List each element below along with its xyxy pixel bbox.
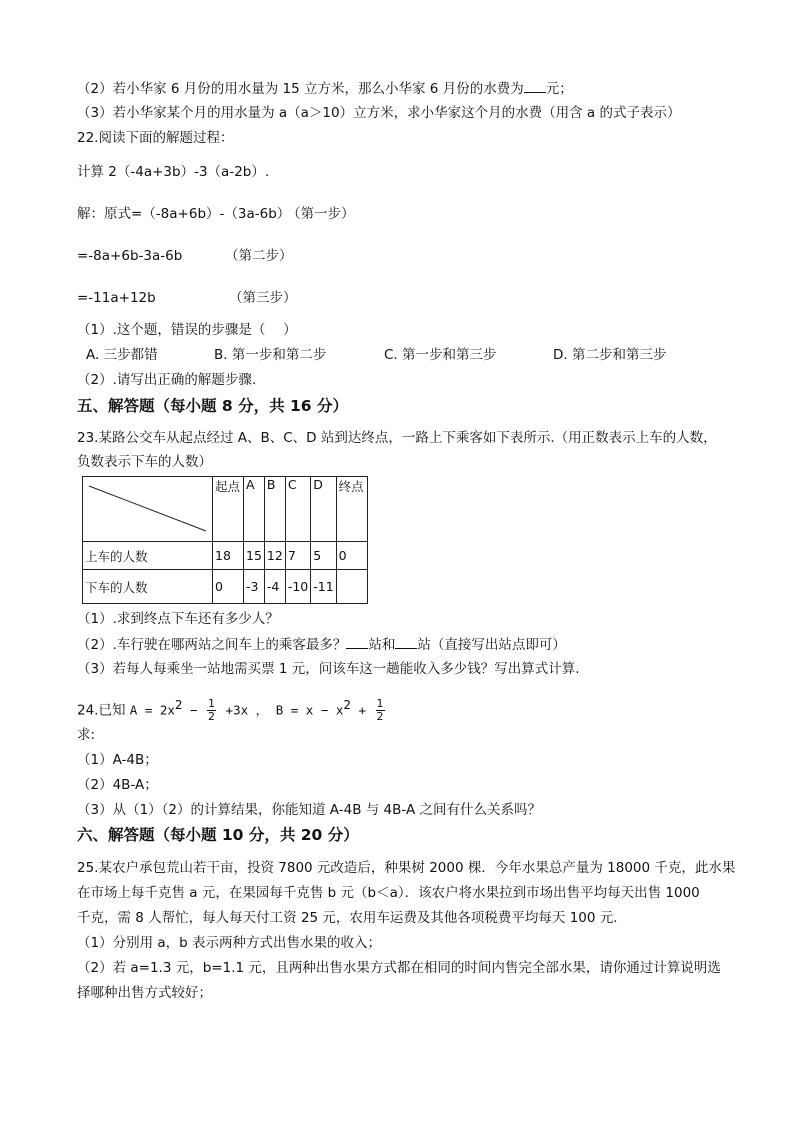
q24-prefix: 24.已知 — [77, 702, 130, 719]
option-c: C. 第一步和第三步 — [384, 347, 497, 363]
q25-text-c: 千克，需 8 人帮忙，每人每天付工资 25 元，农用车运费及其他各项税费平均每天 100 元． — [77, 910, 627, 926]
fraction-half — [207, 698, 216, 723]
q22-calc: 计算 2（-4a+3b）-3（a-2b）. — [77, 164, 270, 180]
row-label: 上车的人数 — [83, 542, 213, 570]
table-cell: -4 — [264, 570, 285, 604]
answer-blank — [524, 78, 546, 93]
solution-step1 — [77, 204, 355, 224]
step3-tag: （第三步） — [229, 290, 297, 306]
q23-part2 — [77, 634, 566, 655]
q23-part2-tail: 站（直接写出站点即可） — [417, 637, 566, 653]
answer-blank — [346, 634, 368, 649]
table-row — [83, 570, 368, 604]
diagonal-header-cell — [83, 477, 213, 542]
fraction-numerator: 1 — [376, 697, 384, 710]
option-d: D. 第二步和第三步 — [553, 347, 667, 363]
q25-part1: （1）分别用 a，b 表示两种方式出售水果的收入； — [77, 935, 382, 951]
section5-heading: 五、解答题（每小题 8 分，共 16 分） — [77, 397, 348, 415]
q21-part2-text: （2）若小华家 6 月份的用水量为 15 立方米，那么小华家 6 月份的水费为 — [77, 81, 524, 97]
fraction-half — [376, 698, 385, 723]
expr-b-plus: + — [350, 702, 374, 718]
q25-text-a: 25.某农户承包荒山若干亩，投资 7800 元改造后，种果树 2000 棵．今年水果总产量为 18000 千克，此水果 — [77, 860, 736, 876]
table-cell: 12 — [264, 542, 285, 570]
step2-tag: （第二步） — [225, 248, 293, 264]
q24-part3: （3）从（1）（2）的计算结果，你能知道 A-4B 与 4B-A 之间有什么关系吗？ — [77, 802, 542, 818]
exponent: 2 — [343, 697, 351, 712]
table-cell: -11 — [311, 570, 336, 604]
q25-part2-b: 择哪种出售方式较好； — [77, 985, 212, 1001]
q22-title: 22.阅读下面的解题过程： — [77, 130, 234, 146]
expr-a-start: A = 2x — [129, 702, 175, 718]
col-header: 起点 — [213, 477, 244, 542]
step1-tag: （第一步） — [287, 206, 355, 222]
step3-expr: =-11a+12b — [77, 290, 156, 306]
q25-part2-a: （2）若 a=1.3 元，b=1.1 元，且两种出售水果方式都在相同的时间内售完全部水果，请你通过计算说明选 — [77, 960, 721, 976]
table-row — [83, 542, 368, 570]
table-cell: 0 — [213, 570, 244, 604]
q24-ask: 求: — [77, 727, 96, 743]
col-header: 终点 — [336, 477, 367, 542]
table-cell: 18 — [213, 542, 244, 570]
q24-part2: （2）4B-A； — [77, 777, 158, 793]
expr-a-end: +3x ， — [218, 702, 276, 718]
table-header-row — [83, 477, 368, 542]
diagonal-line — [83, 477, 212, 541]
q23-part2-mid: 站和 — [368, 637, 396, 653]
row-label: 下车的人数 — [83, 570, 213, 604]
q24-part1: （1）A-4B； — [77, 752, 158, 768]
fraction-denominator: 2 — [208, 710, 216, 723]
solution-step3 — [77, 288, 297, 308]
section6-heading: 六、解答题（每小题 10 分，共 20 分） — [77, 826, 359, 844]
option-b: B. 第一步和第二步 — [214, 347, 327, 363]
q22-part1: （1）.这个题，错误的步骤是（ ） — [77, 322, 297, 338]
q24-given — [77, 690, 387, 726]
expr-b-start: B = x − x — [275, 702, 344, 718]
q21-part2 — [77, 78, 573, 99]
q21-part2-tail: 元； — [545, 81, 573, 97]
col-header: A — [244, 477, 265, 542]
solution-step2 — [77, 246, 293, 266]
q21-part3: （3）若小华家某个月的用水量为 a（a＞10）立方米，求小华家这个月的水费（用含 a 的式子表示） — [77, 105, 681, 121]
step1-expr: 解：原式=（-8a+6b）-（3a-6b） — [77, 206, 291, 222]
table-cell: 5 — [311, 542, 336, 570]
q23-part1: （1）.求到终点下车还有多少人？ — [77, 611, 279, 627]
fraction-denominator: 2 — [376, 710, 384, 723]
expr-a-minus: − — [182, 702, 206, 718]
fraction-numerator: 1 — [208, 697, 216, 710]
table-cell — [336, 570, 367, 604]
col-header: D — [311, 477, 336, 542]
table-cell: 7 — [285, 542, 310, 570]
table-cell: -10 — [285, 570, 310, 604]
col-header: C — [285, 477, 310, 542]
table-cell: -3 — [244, 570, 265, 604]
table-cell: 15 — [244, 542, 265, 570]
q23-text-b: 负数表示下车的人数） — [77, 454, 212, 470]
table-cell: 0 — [336, 542, 367, 570]
exponent: 2 — [174, 697, 183, 712]
passenger-table — [82, 476, 368, 604]
q23-text-a: 23.某路公交车从起点经过 A、B、C、D 站到达终点，一路上下乘客如下表所示.（用正数表示上车的人数， — [77, 430, 717, 446]
step2-expr: =-8a+6b-3a-6b — [77, 248, 183, 264]
q25-text-b: 在市场上每千克售 a 元，在果园每千克售 b 元（b＜a）．该农户将水果拉到市场出售平均每天出售 1000 — [77, 885, 700, 901]
q22-part2: （2）.请写出正确的解题步骤. — [77, 372, 257, 388]
col-header: B — [264, 477, 285, 542]
answer-blank — [395, 634, 417, 649]
q23-part3: （3）若每人每乘坐一站地需买票 1 元，问该车这一趟能收入多少钱？写出算式计算. — [77, 661, 580, 677]
q23-part2-text: （2）.车行驶在哪两站之间车上的乘客最多？ — [77, 637, 347, 653]
option-a: A. 三步都错 — [86, 347, 158, 363]
